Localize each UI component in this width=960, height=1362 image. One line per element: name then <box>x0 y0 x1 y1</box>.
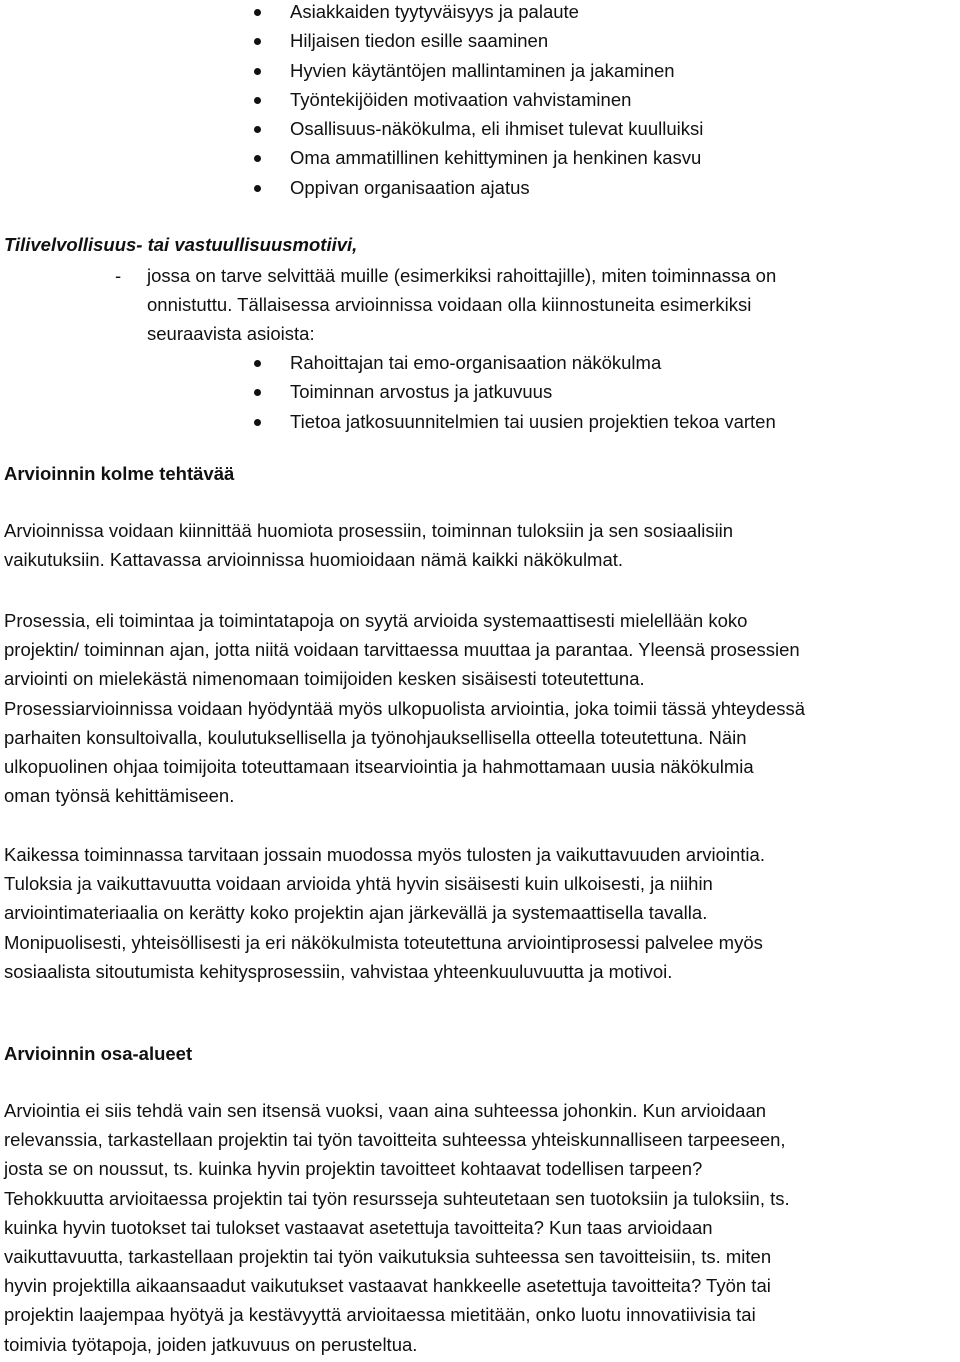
text-line: vaikuttavuutta, tarkastellaan projektin tai työn vaikutuksia suhteessa sen tavoitteisiin, ts. miten <box>4 1245 772 1267</box>
text-line: sosiaalista sitoutumista kehitysprosessiin, vahvistaa yhteenkuuluvuutta ja motivoi. <box>4 960 673 982</box>
list-item: Toiminnan arvostus ja jatkuvuus <box>290 380 776 409</box>
dash-marker: - <box>115 265 122 286</box>
text-line: Monipuolisesti, yhteisöllisesti ja eri näkökulmista toteutettuna arviointiprosessi palvelee myös <box>4 931 763 953</box>
text-line: kuinka hyvin tuotokset tai tulokset vastaavat asetettuja tavoitteita? Kun taas arvioidaan <box>4 1216 713 1238</box>
paragraph <box>4 1099 959 1362</box>
text-line: Kaikessa toiminnassa tarvitaan jossain muodossa myös tulosten ja vaikuttavuuden arviointia. <box>4 844 765 865</box>
text-line: arviointimateriaalia on kerätty koko projektin ajan järkevällä ja systemaattisella tavalla. <box>4 902 708 924</box>
text-line: josta se on noussut, ts. kuinka hyvin projektin tavoitteet kohtaavat todellisen tarpeen? <box>4 1158 703 1180</box>
list-item: Osallisuus-näkökulma, eli ihmiset tulevat kuulluiksi <box>290 117 703 146</box>
accountability-bullet-list <box>290 351 776 439</box>
text-line: vaikutuksiin. Kattavassa arvioinnissa huomioidaan nämä kaikki näkökulmat. <box>4 549 624 570</box>
text-line: projektin laajempaa hyötyä ja kestävyyttä arvioitaessa mietitään, onko luotu innovatiivisia tai <box>4 1304 756 1326</box>
accountability-line: onnistuttu. Tällaisessa arvioinnissa voidaan olla kiinnostuneita esimerkiksi <box>147 294 752 315</box>
accountability-line: jossa on tarve selvittää muille (esimerkiksi rahoittajille), miten toiminnassa on <box>147 265 777 286</box>
accountability-line: seuraavista asioista: <box>147 323 315 344</box>
list-item: Työntekijöiden motivaation vahvistaminen <box>290 88 703 117</box>
section-heading-sub-areas: Arvioinnin osa-alueet <box>4 1043 193 1064</box>
text-line: hyvin projektilla aikaansaadut vaikutukset vastaavat hankkeelle asetettuja tavoitteita? Työn tai <box>4 1275 771 1297</box>
list-item: Tietoa jatkosuunnitelmien tai uusien projektien tekoa varten <box>290 410 776 439</box>
text-line: ulkopuolinen ohjaa toimijoita toteuttamaan itsearviointia ja hahmottamaan uusia näkökulmia <box>4 755 754 777</box>
text-line: parhaiten konsultoivalla, koulutuksellisella ja työnohjauksellisella otteella toteutettuna. Näin <box>4 726 747 748</box>
text-line: oman työnsä kehittämiseen. <box>4 785 235 807</box>
text-line: Tuloksia ja vaikuttavuutta voidaan arvioida yhtä hyvin sisäisesti kuin ulkoisesti, ja niihin <box>4 873 713 895</box>
text-line: Tehokkuutta arvioitaessa projektin tai työn resursseja suhteutetaan sen tuotoksiin ja tuloksiin, ts. <box>4 1187 790 1209</box>
text-line: arviointi on mielekästä nimenomaan toimijoiden kesken sisäisesti toteutettuna. <box>4 668 645 690</box>
paragraph <box>4 519 959 577</box>
text-line: Prosessiarvioinnissa voidaan hyödyntää myös ulkopuolista arviointia, joka toimii tässä yhteydessä <box>4 697 806 719</box>
text-line: Arvioinnissa voidaan kiinnittää huomiota prosessiin, toiminnan tuloksiin ja sen sosiaalisiin <box>4 520 734 541</box>
list-item: Hiljaisen tiedon esille saaminen <box>290 29 703 58</box>
list-item: Hyvien käytäntöjen mallintaminen ja jakaminen <box>290 59 703 88</box>
list-item: Oma ammatillinen kehittyminen ja henkinen kasvu <box>290 146 703 175</box>
text-line: projektin/ toiminnan ajan, jotta niitä voidaan tarvittaessa muuttaa ja parantaa. Yleensä prosessien <box>4 639 800 661</box>
text-line: relevanssia, tarkastellaan projektin tai työn tavoitteita suhteessa yhteiskunnalliseen tarpeeseen, <box>4 1129 786 1151</box>
list-item: Oppivan organisaation ajatus <box>290 176 703 205</box>
text-line: Arviointia ei siis tehdä vain sen itsensä vuoksi, vaan aina suhteessa johonkin. Kun arvioidaan <box>4 1100 767 1121</box>
list-item: Rahoittajan tai emo-organisaation näkökulma <box>290 351 776 380</box>
paragraph <box>4 609 959 813</box>
paragraph <box>4 843 959 989</box>
accountability-heading: Tilivelvollisuus- tai vastuullisuusmotiivi, <box>4 234 358 255</box>
motives-bullet-list <box>290 0 703 205</box>
section-heading-three-tasks: Arvioinnin kolme tehtävää <box>4 463 235 484</box>
text-line: toimivia työtapoja, joiden jatkuvuus on perusteltua. <box>4 1333 418 1355</box>
text-line: Prosessia, eli toimintaa ja toimintatapoja on syytä arvioida systemaattisesti mielellään koko <box>4 610 748 631</box>
list-item: Asiakkaiden tyytyväisyys ja palaute <box>290 0 703 29</box>
